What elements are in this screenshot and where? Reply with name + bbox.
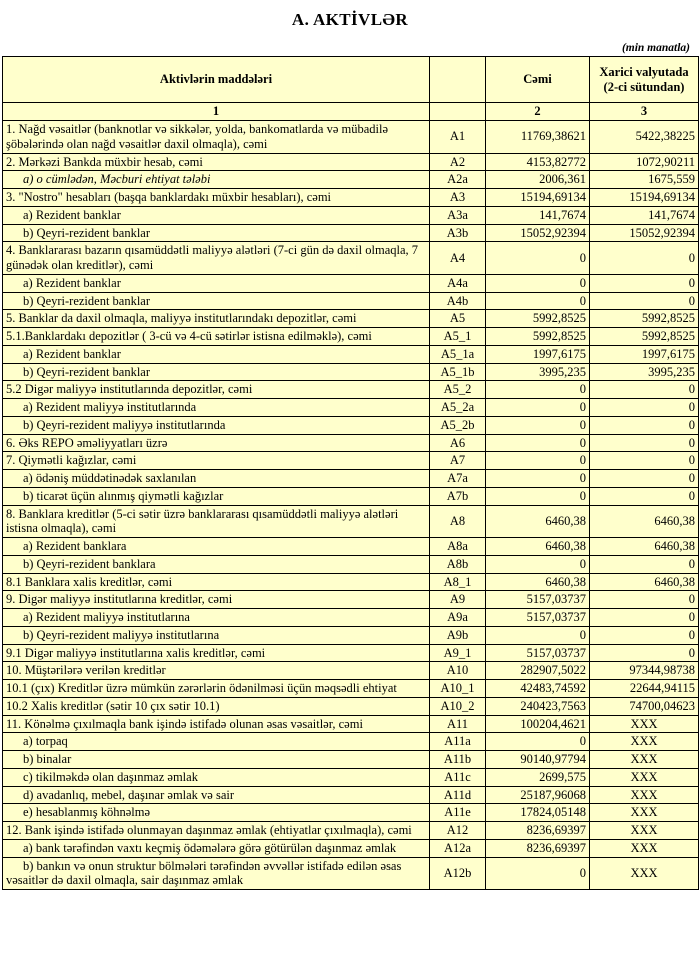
row-total: 0: [486, 452, 590, 470]
row-foreign: 141,7674: [590, 206, 699, 224]
table-row: [3, 310, 699, 328]
row-code: A3: [430, 189, 486, 207]
row-code: A9b: [430, 626, 486, 644]
row-foreign: XXX: [590, 822, 699, 840]
row-total: 2699,575: [486, 768, 590, 786]
table-row: [3, 274, 699, 292]
row-code: A11b: [430, 751, 486, 769]
row-foreign: 97344,98738: [590, 662, 699, 680]
row-label: 1. Nağd vəsaitlər (banknotlar və sikkələr, yolda, bankomatlarda və mübadilə şöbələrində olan nağd vəsaitlər daxil olmaqla), cəmi: [3, 121, 430, 154]
row-code: A9a: [430, 609, 486, 627]
row-label: 11. Könəlmə çıxılmaqla bank işində istifadə olunan əsas vəsaitlər, cəmi: [3, 715, 430, 733]
page-title: A. AKTİVLƏR: [291, 10, 409, 29]
table-row: [3, 328, 699, 346]
row-foreign: XXX: [590, 786, 699, 804]
row-label: 5.1.Banklardakı depozitlər ( 3-cü və 4-cü sətirlər istisna edilməklə), cəmi: [3, 328, 430, 346]
table-row: [3, 416, 699, 434]
row-foreign: 5992,8525: [590, 310, 699, 328]
row-label: b) Qeyri-rezident banklar: [3, 363, 430, 381]
table-row: [3, 857, 699, 890]
row-code: A10_2: [430, 697, 486, 715]
row-foreign: 74700,04623: [590, 697, 699, 715]
row-label: a) Rezident maliyyə institutlarında: [3, 399, 430, 417]
row-total: 25187,96068: [486, 786, 590, 804]
table-row: [3, 786, 699, 804]
table-row: [3, 804, 699, 822]
row-label: b) ticarət üçün alınmış qiymətli kağızlar: [3, 487, 430, 505]
row-label: 9. Digər maliyyə institutlarına kreditlər, cəmi: [3, 591, 430, 609]
row-code: A3b: [430, 224, 486, 242]
row-total: 15194,69134: [486, 189, 590, 207]
row-label: c) tikilməkdə olan daşınmaz əmlak: [3, 768, 430, 786]
row-label: 4. Banklararası bazarın qısamüddətli maliyyə alətləri (7-ci gün də daxil olmaqla, 7 günədək olan kreditlər), cəmi: [3, 242, 430, 275]
table-row: [3, 345, 699, 363]
row-total: 100204,4621: [486, 715, 590, 733]
row-total: 0: [486, 381, 590, 399]
row-total: 0: [486, 470, 590, 488]
row-foreign: XXX: [590, 733, 699, 751]
table-row: [3, 626, 699, 644]
row-foreign: 0: [590, 555, 699, 573]
row-code: A7b: [430, 487, 486, 505]
row-code: A5_1: [430, 328, 486, 346]
row-total: 6460,38: [486, 573, 590, 591]
row-code: A12: [430, 822, 486, 840]
table-row: [3, 609, 699, 627]
column-number-row: [3, 103, 699, 121]
col-number-3: 3: [590, 103, 699, 121]
row-total: 5992,8525: [486, 310, 590, 328]
row-foreign: XXX: [590, 857, 699, 890]
table-row: [3, 733, 699, 751]
table-row: [3, 153, 699, 171]
row-code: A11c: [430, 768, 486, 786]
row-foreign: XXX: [590, 839, 699, 857]
col-header-foreign: Xarici valyutada (2-ci sütundan): [590, 57, 699, 103]
row-label: 6. Əks REPO əməliyyatları üzrə: [3, 434, 430, 452]
row-label: a) Rezident maliyyə institutlarına: [3, 609, 430, 627]
table-row: [3, 434, 699, 452]
assets-table-body: [3, 121, 699, 890]
row-label: 10.1 (çıx) Kreditlər üzrə mümkün zərərlərin ödənilməsi üçün məqsədli ehtiyat: [3, 680, 430, 698]
table-row: [3, 381, 699, 399]
row-label: 7. Qiymətli kağızlar, cəmi: [3, 452, 430, 470]
row-total: 17824,05148: [486, 804, 590, 822]
row-label: 5.2 Digər maliyyə institutlarında depozitlər, cəmi: [3, 381, 430, 399]
table-row: [3, 680, 699, 698]
row-code: A12a: [430, 839, 486, 857]
row-label: 10. Müştərilərə verilən kreditlər: [3, 662, 430, 680]
row-total: 282907,5022: [486, 662, 590, 680]
row-code: A11a: [430, 733, 486, 751]
assets-table-head: [3, 57, 699, 121]
row-total: 0: [486, 555, 590, 573]
table-row: [3, 697, 699, 715]
row-label: b) Qeyri-rezident maliyyə institutlarında: [3, 416, 430, 434]
table-row: [3, 224, 699, 242]
row-label: b) Qeyri-rezident banklara: [3, 555, 430, 573]
row-total: 141,7674: [486, 206, 590, 224]
row-code: A5_2b: [430, 416, 486, 434]
table-row: [3, 470, 699, 488]
row-total: 8236,69397: [486, 839, 590, 857]
row-total: 5157,03737: [486, 609, 590, 627]
col-number-code: [430, 103, 486, 121]
row-foreign: 15194,69134: [590, 189, 699, 207]
row-foreign: 0: [590, 452, 699, 470]
row-total: 11769,38621: [486, 121, 590, 154]
row-label: b) Qeyri-rezident banklar: [3, 292, 430, 310]
row-label: 9.1 Digər maliyyə institutlarına xalis kreditlər, cəmi: [3, 644, 430, 662]
row-total: 0: [486, 416, 590, 434]
unit-note: (min manatla): [621, 42, 690, 54]
row-label: a) bank tərəfindən vaxtı keçmiş ödəmələrə görə götürülən daşınmaz əmlak: [3, 839, 430, 857]
row-label: 8.1 Banklara xalis kreditlər, cəmi: [3, 573, 430, 591]
table-row: [3, 242, 699, 275]
row-total: 0: [486, 626, 590, 644]
row-total: 0: [486, 399, 590, 417]
table-row: [3, 715, 699, 733]
row-foreign: 5422,38225: [590, 121, 699, 154]
row-code: A2a: [430, 171, 486, 189]
row-foreign: 0: [590, 609, 699, 627]
row-total: 0: [486, 733, 590, 751]
row-code: A1: [430, 121, 486, 154]
col-number-1: 1: [3, 103, 430, 121]
table-row: [3, 839, 699, 857]
row-code: A4b: [430, 292, 486, 310]
row-label: a) torpaq: [3, 733, 430, 751]
table-row: [3, 487, 699, 505]
row-total: 1997,6175: [486, 345, 590, 363]
row-code: A7: [430, 452, 486, 470]
col-header-total: Cəmi: [486, 57, 590, 103]
row-foreign: 0: [590, 591, 699, 609]
table-row: [3, 292, 699, 310]
table-row: [3, 538, 699, 556]
row-foreign: 1675,559: [590, 171, 699, 189]
row-foreign: 5992,8525: [590, 328, 699, 346]
row-label: d) avadanlıq, mebel, daşınar əmlak və sair: [3, 786, 430, 804]
table-row: [3, 591, 699, 609]
row-foreign: XXX: [590, 715, 699, 733]
row-label: a) Rezident banklar: [3, 345, 430, 363]
row-total: 8236,69397: [486, 822, 590, 840]
row-total: 42483,74592: [486, 680, 590, 698]
row-code: A7a: [430, 470, 486, 488]
row-code: A2: [430, 153, 486, 171]
col-number-2: 2: [486, 103, 590, 121]
row-code: A4: [430, 242, 486, 275]
row-code: A8b: [430, 555, 486, 573]
row-total: 0: [486, 292, 590, 310]
row-total: 6460,38: [486, 505, 590, 538]
row-code: A11d: [430, 786, 486, 804]
row-foreign: 0: [590, 399, 699, 417]
row-foreign: XXX: [590, 751, 699, 769]
table-row: [3, 768, 699, 786]
row-label: 8. Banklara kreditlər (5-ci sətir üzrə banklararası qısamüddətli maliyyə alətləri istisna olmaqla), cəmi: [3, 505, 430, 538]
row-foreign: 22644,94115: [590, 680, 699, 698]
row-foreign: 3995,235: [590, 363, 699, 381]
table-row: [3, 121, 699, 154]
table-header-row: [3, 57, 699, 103]
row-total: 240423,7563: [486, 697, 590, 715]
row-foreign: 1997,6175: [590, 345, 699, 363]
row-total: 0: [486, 857, 590, 890]
row-label: 10.2 Xalis kreditlər (sətir 10 çıx sətir 10.1): [3, 697, 430, 715]
row-label: a) Rezident banklar: [3, 206, 430, 224]
row-total: 0: [486, 434, 590, 452]
row-foreign: 1072,90211: [590, 153, 699, 171]
row-foreign: 6460,38: [590, 538, 699, 556]
row-label: b) Qeyri-rezident maliyyə institutlarına: [3, 626, 430, 644]
col-header-items: Aktivlərin maddələri: [3, 57, 430, 103]
col-header-code: [430, 57, 486, 103]
table-row: [3, 399, 699, 417]
table-row: [3, 555, 699, 573]
table-row: [3, 573, 699, 591]
row-foreign: 0: [590, 470, 699, 488]
table-row: [3, 452, 699, 470]
row-foreign: XXX: [590, 768, 699, 786]
row-code: A10_1: [430, 680, 486, 698]
row-total: 90140,97794: [486, 751, 590, 769]
row-code: A9: [430, 591, 486, 609]
row-label: b) Qeyri-rezident banklar: [3, 224, 430, 242]
row-foreign: 0: [590, 487, 699, 505]
row-label: a) Rezident banklara: [3, 538, 430, 556]
row-total: 3995,235: [486, 363, 590, 381]
row-total: 5157,03737: [486, 591, 590, 609]
row-label: b) bankın və onun struktur bölmələri tərəfindən əvvəllər istifadə edilən əsas vəsaitlər də daxil olmaqla, sair daşınmaz əmlak: [3, 857, 430, 890]
row-total: 0: [486, 274, 590, 292]
row-total: 4153,82772: [486, 153, 590, 171]
table-row: [3, 751, 699, 769]
assets-table: [2, 56, 699, 890]
row-foreign: 15052,92394: [590, 224, 699, 242]
row-total: 0: [486, 487, 590, 505]
row-label: b) binalar: [3, 751, 430, 769]
table-row: [3, 171, 699, 189]
row-code: A5_1a: [430, 345, 486, 363]
row-code: A5_2: [430, 381, 486, 399]
table-row: [3, 822, 699, 840]
row-code: A5: [430, 310, 486, 328]
row-label: 12. Bank işində istifadə olunmayan daşınmaz əmlak (ehtiyatlar çıxılmaqla), cəmi: [3, 822, 430, 840]
row-label: a) ödəniş müddətinədək saxlanılan: [3, 470, 430, 488]
table-row: [3, 189, 699, 207]
row-label: 3. "Nostro" hesabları (başqa banklardakı müxbir hesabları), cəmi: [3, 189, 430, 207]
table-row: [3, 206, 699, 224]
row-total: 5992,8525: [486, 328, 590, 346]
row-label: 5. Banklar da daxil olmaqla, maliyyə institutlarındakı depozitlər, cəmi: [3, 310, 430, 328]
row-label: 2. Mərkəzi Bankda müxbir hesab, cəmi: [3, 153, 430, 171]
row-foreign: 0: [590, 274, 699, 292]
table-row: [3, 662, 699, 680]
row-total: 0: [486, 242, 590, 275]
row-code: A9_1: [430, 644, 486, 662]
row-label: e) hesablanmış köhnəlmə: [3, 804, 430, 822]
row-foreign: 0: [590, 292, 699, 310]
row-label: a) Rezident banklar: [3, 274, 430, 292]
table-row: [3, 505, 699, 538]
row-code: A8a: [430, 538, 486, 556]
row-code: A5_2a: [430, 399, 486, 417]
row-foreign: 6460,38: [590, 505, 699, 538]
table-row: [3, 644, 699, 662]
row-total: 15052,92394: [486, 224, 590, 242]
row-foreign: 0: [590, 626, 699, 644]
row-code: A10: [430, 662, 486, 680]
row-code: A11: [430, 715, 486, 733]
row-foreign: 0: [590, 381, 699, 399]
row-foreign: 0: [590, 416, 699, 434]
row-foreign: XXX: [590, 804, 699, 822]
row-total: 2006,361: [486, 171, 590, 189]
row-code: A3a: [430, 206, 486, 224]
row-foreign: 0: [590, 434, 699, 452]
row-code: A6: [430, 434, 486, 452]
row-code: A12b: [430, 857, 486, 890]
table-row: [3, 363, 699, 381]
row-code: A8: [430, 505, 486, 538]
row-code: A4a: [430, 274, 486, 292]
row-code: A8_1: [430, 573, 486, 591]
row-code: A5_1b: [430, 363, 486, 381]
row-foreign: 0: [590, 242, 699, 275]
row-foreign: 6460,38: [590, 573, 699, 591]
row-label: a) o cümlədən, Məcburi ehtiyat tələbi: [3, 171, 430, 189]
row-code: A11e: [430, 804, 486, 822]
row-foreign: 0: [590, 644, 699, 662]
row-total: 6460,38: [486, 538, 590, 556]
row-total: 5157,03737: [486, 644, 590, 662]
